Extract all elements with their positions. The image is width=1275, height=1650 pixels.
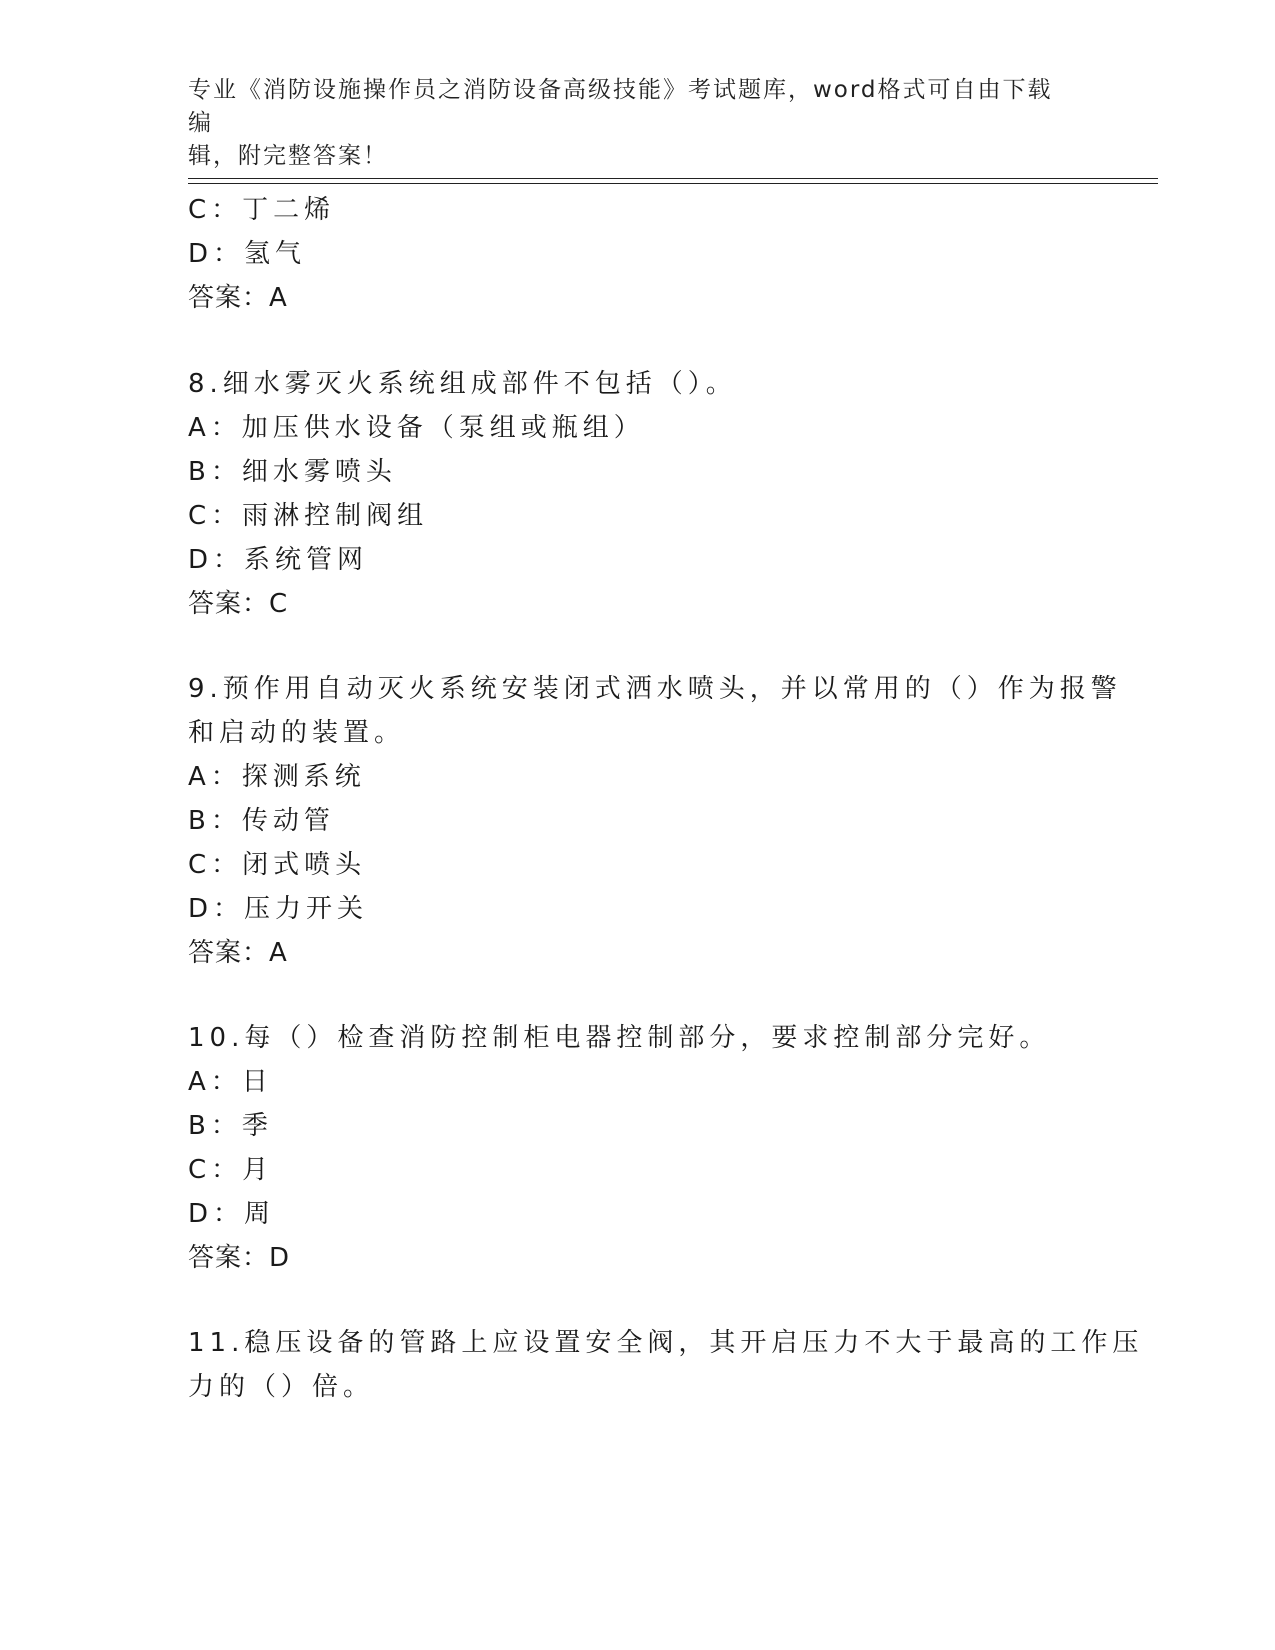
header-rule-bottom	[188, 183, 1158, 184]
option-d: D：系统管网	[188, 545, 369, 575]
header-line-2: 辑，附完整答案！	[188, 143, 388, 169]
option-d: D：周	[188, 1199, 276, 1229]
answer-line: 答案：A	[188, 938, 288, 968]
question-stem: 8.细水雾灭火系统组成部件不包括（）。	[188, 369, 737, 399]
option-a: A：日	[188, 1067, 273, 1097]
document-header	[188, 74, 1068, 173]
option-b: B：季	[188, 1111, 273, 1141]
option-c: C：雨淋控制阀组	[188, 501, 429, 531]
header-line-1: 专业《消防设施操作员之消防设备高级技能》考试题库，word格式可自由下载编	[188, 77, 1053, 136]
option-d: D：氢气	[188, 239, 307, 269]
answer-line: 答案：D	[188, 1243, 291, 1273]
question-stem-continued: 力的（）倍。	[188, 1372, 375, 1402]
option-b: B：细水雾喷头	[188, 457, 397, 487]
option-a: A：加压供水设备（泵组或瓶组）	[188, 413, 645, 443]
answer-line: 答案：C	[188, 589, 289, 619]
header-rule-top	[188, 178, 1158, 179]
question-stem: 10.每（）检查消防控制柜电器控制部分，要求控制部分完好。	[188, 1023, 1051, 1053]
option-d: D：压力开关	[188, 894, 369, 924]
question-stem: 9.预作用自动灭火系统安装闭式洒水喷头，并以常用的（）作为报警	[188, 674, 1122, 704]
answer-line: 答案：A	[188, 283, 288, 313]
option-c: C：闭式喷头	[188, 850, 367, 880]
question-stem: 11.稳压设备的管路上应设置安全阀，其开启压力不大于最高的工作压	[188, 1328, 1144, 1358]
question-stem-continued: 和启动的装置。	[188, 718, 406, 748]
option-c: C：丁二烯	[188, 195, 336, 225]
option-c: C：月	[188, 1155, 274, 1185]
option-b: B：传动管	[188, 806, 335, 836]
option-a: A：探测系统	[188, 762, 366, 792]
